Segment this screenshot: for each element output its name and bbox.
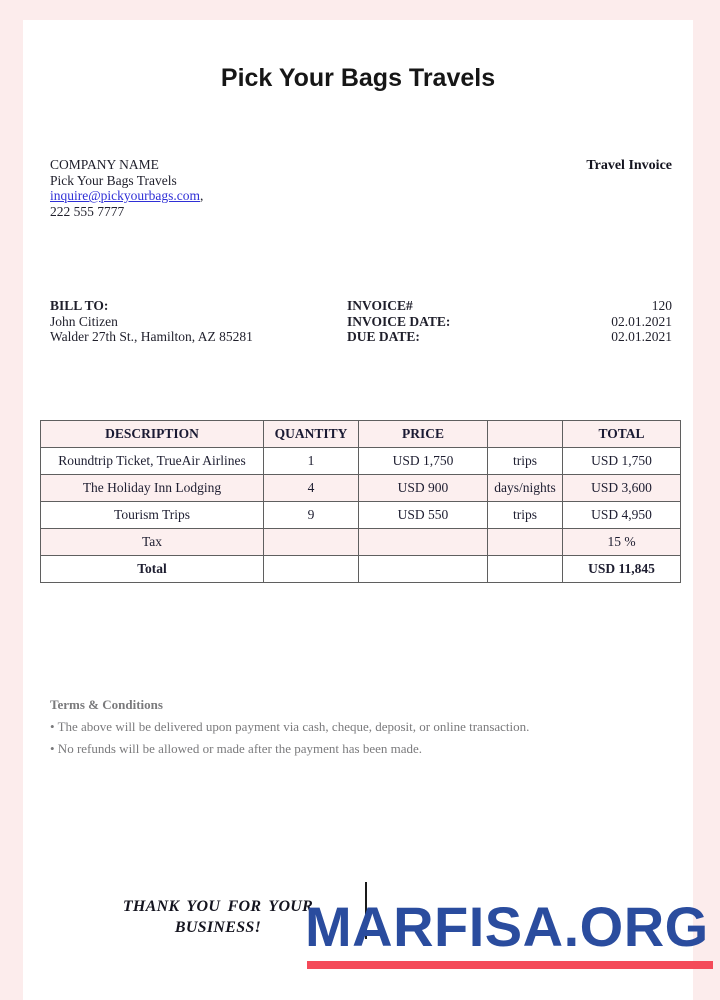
- table-row: [41, 448, 681, 475]
- terms-item: • The above will be delivered upon payment via cash, cheque, deposit, or online transaction.: [50, 719, 530, 734]
- due-date-label: DUE DATE:: [347, 329, 420, 344]
- company-phone: 222 555 7777: [50, 203, 125, 219]
- thank-you-line2: BUSINESS!: [174, 919, 262, 936]
- cell-unit: days/nights: [488, 475, 563, 502]
- table-header-row: [41, 421, 681, 448]
- due-date-value: 02.01.2021: [611, 329, 672, 344]
- cell-description: Roundtrip Ticket, TrueAir Airlines: [41, 448, 264, 475]
- invoice-page: [23, 20, 693, 1000]
- watermark-text: MARFISA.ORG: [305, 895, 709, 958]
- bill-to-label: BILL TO:: [50, 298, 109, 313]
- total-row: [41, 556, 681, 583]
- due-date-row: [347, 329, 672, 345]
- col-header-quantity: QUANTITY: [264, 421, 359, 448]
- total-label: Total: [41, 556, 264, 583]
- invoice-date-label: INVOICE DATE:: [347, 313, 451, 329]
- cell-unit: [488, 529, 563, 556]
- tax-row: [41, 529, 681, 556]
- bill-to-section: [50, 298, 253, 345]
- invoice-date-row: [347, 314, 672, 330]
- col-header-price: PRICE: [359, 421, 488, 448]
- invoice-number-row: [347, 298, 672, 314]
- cell-total: USD 1,750: [563, 448, 681, 475]
- page-title: Pick Your Bags Travels: [220, 64, 496, 92]
- company-email-link[interactable]: inquire@pickyourbags.com: [50, 188, 201, 203]
- invoice-date-value: 02.01.2021: [611, 313, 672, 329]
- cell-unit: [488, 556, 563, 583]
- cell-total: USD 4,950: [563, 502, 681, 529]
- bill-to-address: Walder 27th St., Hamilton, AZ 85281: [50, 329, 253, 344]
- cell-unit: trips: [488, 502, 563, 529]
- cell-quantity: [264, 529, 359, 556]
- col-header-unit: [488, 421, 563, 448]
- line-items-table: [40, 420, 681, 583]
- bill-to-name: John Citizen: [50, 313, 118, 329]
- invoice-number-value: 120: [651, 298, 672, 313]
- cell-total: USD 3,600: [563, 475, 681, 502]
- terms-title: Terms & Conditions: [50, 697, 163, 712]
- cell-price: [359, 556, 488, 583]
- watermark-underline: [307, 961, 713, 969]
- cell-price: USD 550: [359, 502, 488, 529]
- cell-price: USD 1,750: [359, 448, 488, 475]
- cell-quantity: [264, 556, 359, 583]
- cell-quantity: 1: [264, 448, 359, 475]
- cell-unit: trips: [488, 448, 563, 475]
- col-header-total: TOTAL: [563, 421, 681, 448]
- terms-item: • No refunds will be allowed or made after the payment has been made.: [50, 741, 423, 756]
- cell-description: Tax: [41, 529, 264, 556]
- cell-price: [359, 529, 488, 556]
- company-name: Pick Your Bags Travels: [50, 172, 177, 188]
- col-header-description: DESCRIPTION: [41, 421, 264, 448]
- invoice-number-label: INVOICE#: [347, 298, 413, 313]
- company-email-line: [50, 188, 203, 204]
- cell-description: The Holiday Inn Lodging: [41, 475, 264, 502]
- cell-price: USD 900: [359, 475, 488, 502]
- terms-section: [50, 694, 529, 760]
- cell-tax-value: 15 %: [563, 529, 681, 556]
- invoice-meta-section: [347, 298, 672, 345]
- email-suffix: ,: [200, 188, 204, 203]
- table-row: [41, 502, 681, 529]
- table-row: [41, 475, 681, 502]
- company-info: [50, 157, 203, 219]
- cell-description: Tourism Trips: [41, 502, 264, 529]
- invoice-type-label: Travel Invoice: [586, 158, 672, 173]
- thank-you-line1: THANK YOU FOR YOUR: [122, 898, 314, 915]
- total-amount: USD 11,845: [563, 556, 681, 583]
- cell-quantity: 9: [264, 502, 359, 529]
- cell-quantity: 4: [264, 475, 359, 502]
- company-label: COMPANY NAME: [50, 157, 159, 172]
